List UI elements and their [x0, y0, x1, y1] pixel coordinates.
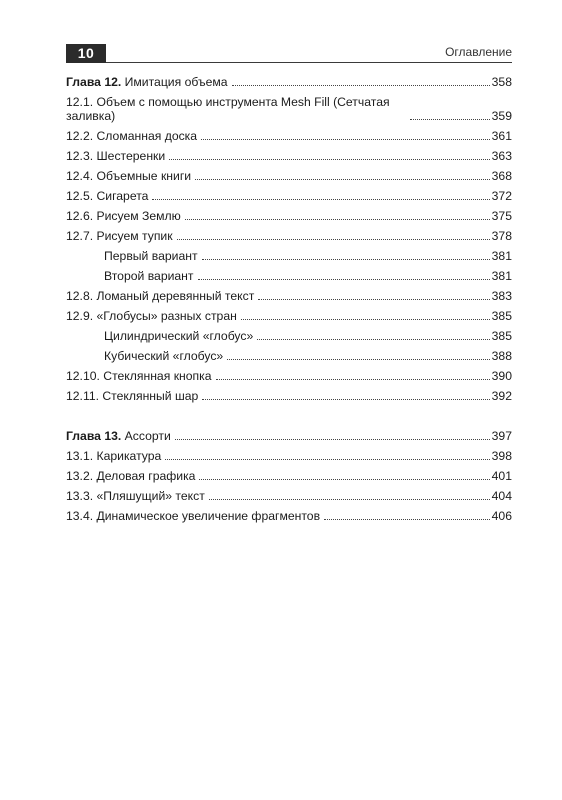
- dot-leader: [324, 519, 490, 520]
- entry-page-number: 398: [491, 449, 512, 463]
- toc-entry-12-7: [66, 226, 512, 246]
- dot-leader: [216, 379, 490, 380]
- page-header: [66, 44, 512, 66]
- entry-title: [66, 75, 228, 89]
- entry-title: 12.11. Стеклянный шар: [66, 389, 199, 403]
- dot-leader: [165, 459, 489, 460]
- toc-entry-13-2: [66, 466, 512, 486]
- dot-leader: [195, 179, 490, 180]
- entry-title: 12.5. Сигарета: [66, 189, 149, 203]
- toc-subentry-second-variant: [66, 266, 512, 286]
- entry-page-number: 368: [491, 169, 512, 183]
- entry-title: 12.1. Объем с помощью инструмента Mesh Fill (Сетчатая заливка): [66, 95, 390, 123]
- toc-entry-13-4: [66, 506, 512, 526]
- entry-title: 13.2. Деловая графика: [66, 469, 196, 483]
- entry-title: 12.2. Сломанная доска: [66, 129, 198, 143]
- toc-entry-12-4: [66, 166, 512, 186]
- toc-entry-12-8: [66, 286, 512, 306]
- running-title: Оглавление: [445, 45, 512, 59]
- dot-leader: [152, 199, 489, 200]
- toc-entry-12-11: [66, 386, 512, 406]
- entry-title: 12.7. Рисуем тупик: [66, 229, 173, 243]
- toc-entry-12-6: [66, 206, 512, 226]
- toc-entry-12-2: [66, 126, 512, 146]
- toc-chapter-13: [66, 426, 512, 526]
- dot-leader: [241, 319, 490, 320]
- toc-entry-12-9: [66, 306, 512, 326]
- table-of-contents: [66, 72, 512, 526]
- entry-title: Кубический «глобус»: [104, 349, 224, 363]
- entry-page-number: 385: [491, 329, 512, 343]
- entry-title: 13.1. Карикатура: [66, 449, 162, 463]
- dot-leader: [185, 219, 490, 220]
- entry-title: 12.3. Шестеренки: [66, 149, 166, 163]
- entry-page-number: 358: [491, 75, 512, 89]
- entry-page-number: 383: [491, 289, 512, 303]
- dot-leader: [202, 259, 490, 260]
- entry-page-number: 385: [491, 309, 512, 323]
- entry-title: 12.10. Стеклянная кнопка: [66, 369, 212, 383]
- entry-title: 13.3. «Пляшущий» текст: [66, 489, 205, 503]
- dot-leader: [198, 279, 490, 280]
- dot-leader: [177, 239, 490, 240]
- entry-page-number: 404: [491, 489, 512, 503]
- dot-leader: [232, 85, 490, 86]
- entry-page-number: 375: [491, 209, 512, 223]
- entry-page-number: 381: [491, 249, 512, 263]
- dot-leader: [169, 159, 489, 160]
- entry-page-number: 392: [491, 389, 512, 403]
- entry-page-number: 397: [491, 429, 512, 443]
- entry-page-number: 378: [491, 229, 512, 243]
- toc-chapter-12: [66, 72, 512, 406]
- entry-page-number: 363: [491, 149, 512, 163]
- entry-title: 12.9. «Глобусы» разных стран: [66, 309, 237, 323]
- entry-page-number: 401: [491, 469, 512, 483]
- entry-page-number: 381: [491, 269, 512, 283]
- dot-leader: [227, 359, 489, 360]
- header-rule: [106, 62, 512, 63]
- dot-leader: [175, 439, 490, 440]
- toc-entry-chapter-13: [66, 426, 512, 446]
- dot-leader: [201, 139, 490, 140]
- entry-page-number: 359: [491, 109, 512, 123]
- entry-title: 12.6. Рисуем Землю: [66, 209, 181, 223]
- entry-title: 13.4. Динамическое увеличение фрагментов: [66, 509, 321, 523]
- toc-entry-12-3: [66, 146, 512, 166]
- chapter-title: Имитация объема: [124, 75, 228, 89]
- dot-leader: [410, 119, 490, 120]
- entry-title: Цилиндрический «глобус»: [104, 329, 254, 343]
- entry-title: Второй вариант: [104, 269, 194, 283]
- chapter-label: Глава 12.: [66, 75, 122, 89]
- page-number: 10: [66, 44, 106, 63]
- chapter-title: Ассорти: [124, 429, 171, 443]
- toc-entry-12-1: [66, 92, 512, 126]
- entry-title: [66, 429, 171, 443]
- entry-page-number: 388: [491, 349, 512, 363]
- entry-title: Первый вариант: [104, 249, 198, 263]
- toc-entry-13-3: [66, 486, 512, 506]
- entry-page-number: 406: [491, 509, 512, 523]
- toc-subentry-cylindrical-globe: [66, 326, 512, 346]
- entry-page-number: 390: [491, 369, 512, 383]
- entry-title: 12.4. Объемные книги: [66, 169, 192, 183]
- toc-subentry-first-variant: [66, 246, 512, 266]
- entry-page-number: 372: [491, 189, 512, 203]
- dot-leader: [209, 499, 490, 500]
- dot-leader: [257, 339, 489, 340]
- toc-entry-chapter-12: [66, 72, 512, 92]
- dot-leader: [258, 299, 489, 300]
- entry-title: 12.8. Ломаный деревянный текст: [66, 289, 255, 303]
- chapter-label: Глава 13.: [66, 429, 122, 443]
- entry-page-number: 361: [491, 129, 512, 143]
- toc-entry-12-10: [66, 366, 512, 386]
- toc-entry-12-5: [66, 186, 512, 206]
- dot-leader: [202, 399, 489, 400]
- toc-entry-13-1: [66, 446, 512, 466]
- toc-subentry-cubic-globe: [66, 346, 512, 366]
- dot-leader: [199, 479, 489, 480]
